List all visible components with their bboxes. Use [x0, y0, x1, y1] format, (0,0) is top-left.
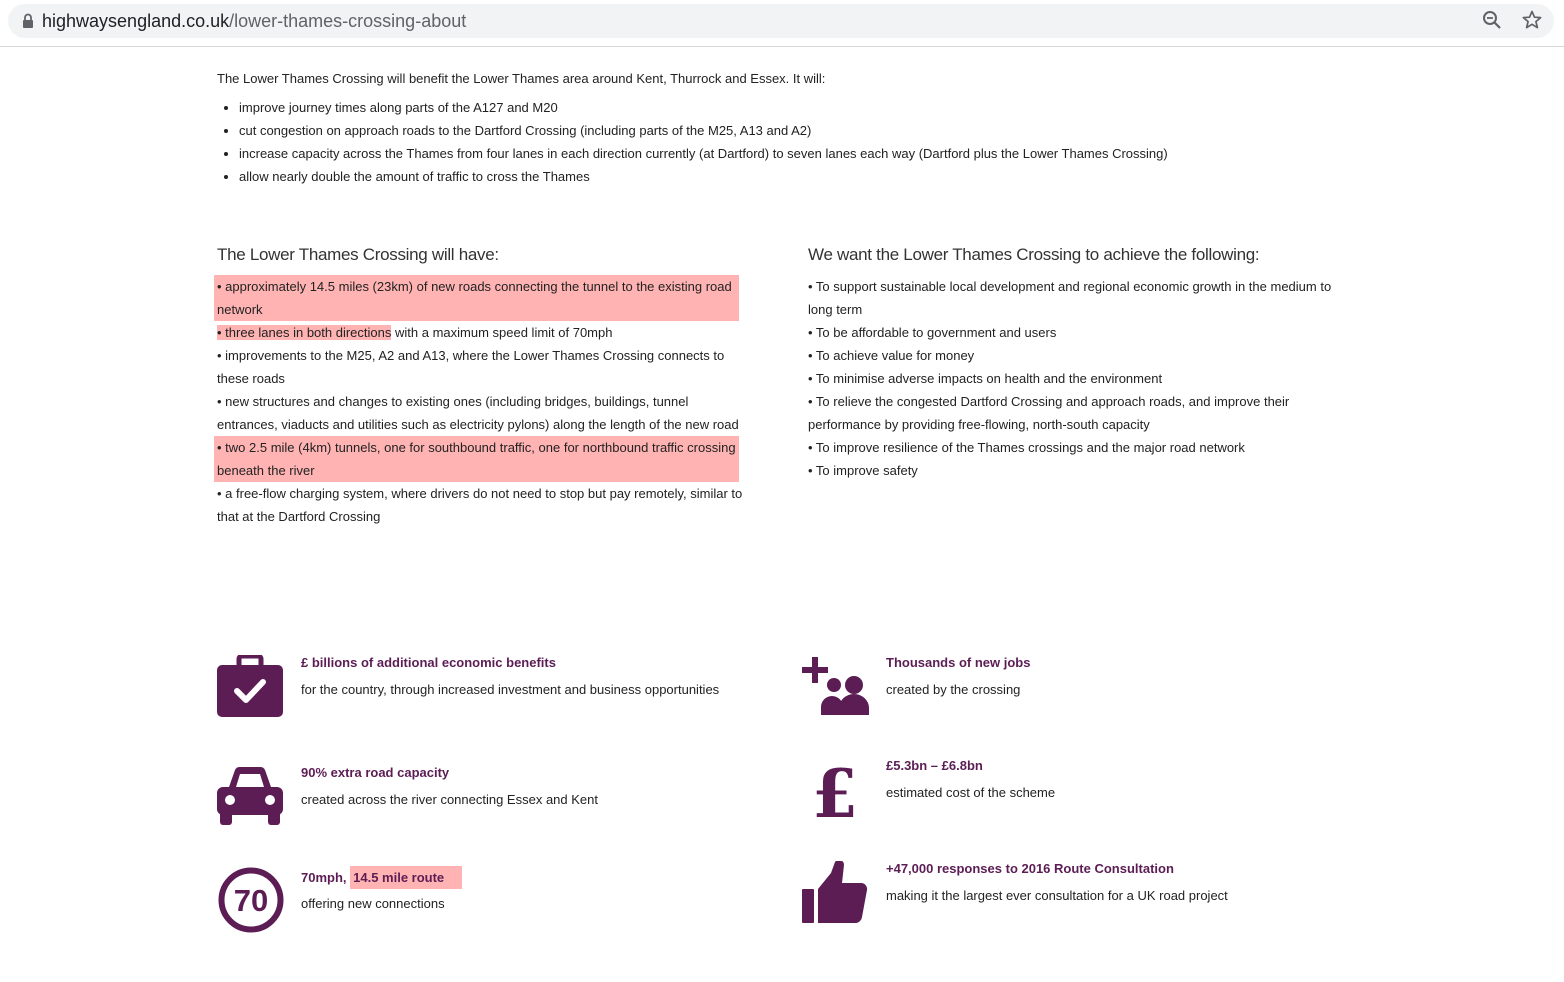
feature-title: +47,000 responses to 2016 Route Consultation	[886, 861, 1174, 876]
list-item: • To support sustainable local development and regional economic growth in the medium to long term	[808, 279, 1332, 317]
intro-bullet: • increase capacity across the Thames from four lanes in each direction currently (at Dartford) to seven lanes each way (Dartford plus the Lower Thames Crossing)	[239, 142, 1168, 165]
crossing-features-heading: The Lower Thames Crossing will have:	[217, 245, 499, 264]
intro-section	[217, 70, 1168, 188]
add-people-icon	[801, 655, 869, 722]
list-item: • new structures and changes to existing ones (including bridges, buildings, tunnel entrances, viaducts and utilities such as electricity pylons) along the length of the new road	[217, 394, 739, 432]
bookmark-star-icon[interactable]	[1522, 10, 1542, 35]
list-item: • a free-flow charging system, where drivers do not need to stop but pay remotely, similar to that at the Dartford Crossing	[217, 486, 743, 524]
intro-bullet: • allow nearly double the amount of traffic to cross the Thames	[239, 165, 1168, 188]
feature-description: estimated cost of the scheme	[886, 785, 1056, 800]
feature-description: created across the river connecting Essex and Kent	[301, 792, 598, 807]
feature-title: 90% extra road capacity	[301, 765, 450, 780]
feature-title: 70mph, 14.5 mile route	[301, 870, 462, 885]
feature-title: £5.3bn – £6.8bn	[886, 758, 983, 773]
pound-icon	[801, 758, 869, 827]
feature-title: £ billions of additional economic benefits	[301, 655, 556, 670]
list-item: • To be affordable to government and users	[808, 325, 1057, 340]
list-item: • To improve resilience of the Thames crossings and the major road network	[808, 440, 1245, 455]
speed-limit-70-icon	[217, 866, 285, 939]
browser-toolbar	[0, 0, 1564, 47]
objectives-heading: We want the Lower Thames Crossing to achieve the following:	[808, 245, 1260, 264]
list-item: • To minimise adverse impacts on health and the environment	[808, 371, 1163, 386]
thumbs-up-icon	[801, 861, 869, 930]
list-item: • To relieve the congested Dartford Crossing and approach roads, and improve their performance by providing free-flowing, north-south capacity	[808, 394, 1290, 432]
highlighted-item: • two 2.5 mile (4km) tunnels, one for southbound traffic, one for northbound traffic crossing beneath the river	[214, 436, 739, 482]
pound-symbol: £	[812, 758, 858, 822]
feature-description: making it the largest ever consultation for a UK road project	[886, 888, 1228, 903]
list-item: • improvements to the M25, A2 and A13, where the Lower Thames Crossing connects to these roads	[217, 348, 725, 386]
speed-limit-number: 70	[233, 883, 269, 918]
address-bar[interactable]	[8, 4, 1554, 38]
briefcase-check-icon	[217, 655, 283, 722]
feature-description: offering new connections	[301, 896, 445, 911]
car-icon	[217, 765, 283, 832]
list-item: • To improve safety	[808, 463, 918, 478]
highlighted-text: 14.5 mile route	[350, 866, 462, 889]
feature-description: for the country, through increased investment and business opportunities	[301, 682, 720, 697]
list-item: • To achieve value for money	[808, 348, 975, 363]
feature-title: Thousands of new jobs	[886, 655, 1031, 670]
intro-bullet: • cut congestion on approach roads to the Dartford Crossing (including parts of the M25, A13 and A2)	[239, 119, 1168, 142]
crossing-features-column	[217, 243, 743, 528]
zoom-icon[interactable]	[1482, 10, 1502, 35]
intro-text: The Lower Thames Crossing will benefit the Lower Thames area around Kent, Thurrock and Essex. It will:	[217, 71, 826, 86]
url-text[interactable]: highwaysengland.co.uk/lower-thames-crossing-about	[42, 11, 467, 31]
intro-bullet: • improve journey times along parts of the A127 and M20	[239, 96, 1168, 119]
list-item-text: with a maximum speed limit of 70mph	[391, 325, 613, 340]
list-item	[217, 321, 743, 344]
objectives-column	[808, 243, 1338, 482]
highlighted-text: • three lanes in both directions	[217, 325, 392, 340]
feature-description: created by the crossing	[886, 682, 1021, 697]
lock-icon[interactable]	[22, 13, 34, 34]
highlighted-item: • approximately 14.5 miles (23km) of new roads connecting the tunnel to the existing road network	[214, 275, 739, 321]
intro-bullet-list	[217, 96, 1168, 188]
